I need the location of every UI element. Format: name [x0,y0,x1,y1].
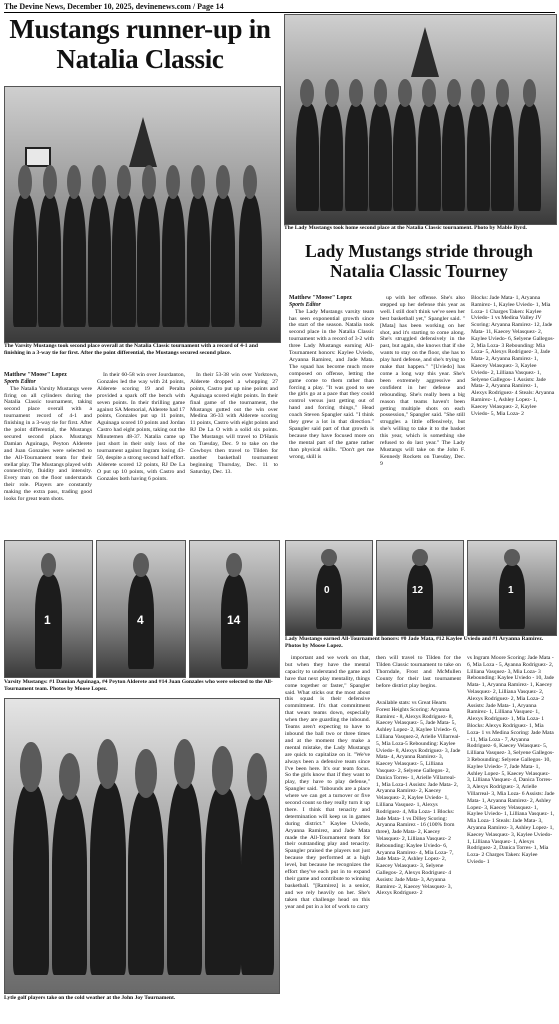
girls-byline-role: Sports Editor [289,301,321,308]
lady-team-caption: The Lady Mustangs took home second place at the Natalia Classic tournament. Photo by Mable Byrd. [284,225,527,231]
girls-article-column-1 [289,295,374,535]
boys-article-column-1 [4,372,92,536]
golf-players-photo [4,698,280,994]
girls-article-column-2 [380,295,465,535]
boys-article-text-1: The Natalia Varsity Mustangs were firing on all cylinders during the Natalia Classic tournament, taking second place overall with a tournament record of 4-1 and finishing in a 3-way tie for first. After the point differential, the Mustangs secured second place. Mustangs Damian Aguinaga, Peyton Alderete and Juan Gonzales were selected to the All-Tournament team for their stellar play. The Mustangs played with connectivity, fluidity and intensity. Every man on the floor understands their role. Players are constantly making the extra pass, trading good looks for great team shots. [4,385,92,503]
masthead-rule [4,12,555,13]
jersey-number: 0 [324,585,330,596]
stats-column-b: Blocks: Jade Mata- 1, Aryanna Ramirez- 1, Kaylee Uviedo- 1, Mia Loza- 1 Charges Taken: Kaylee Uviedo- 1 vs Medina Valley JV Scoring: Aryanna Ramirez- 12, Jade Mata- 11, Kaecey Velasquez- 2, Kaylee Uviedo- 6, Selyene Gallegos- 2, Mia Loza- 3 Rebounding: Mia Loza- 5, Alexys Rodriguez- 3, Jade Mata- 2, Aryanna Ramirez- 1, Kaecey Velasquez- 3, Kaylee Uviedo- 2, Lilliana Vasquez- 1, Selyene Gallegos- 1 Assists: Jade Mata- 2, Aryanna Ramirez- 1, Alexys Rodriguez- 4 Steals: Aryanna Ramirez- 1, Ashley Lopez- 1, Kaecey Velasquez- 2, Kaylee Uviedo- 5, Mia Loza- 2 [471,295,555,417]
ramirez-photo [467,540,557,636]
boys-byline-role: Sports Editor [4,378,36,385]
jersey-number: 1 [44,613,51,627]
girls-byline: Matthew "Moose" Lopez [289,295,352,301]
headline-lady-mustangs: Lady Mustangs stride through Natalia Classic Tourney [305,241,533,281]
jersey-number: 14 [227,613,241,627]
boys-article-column-2 [97,372,185,536]
girls-article-text-1: The Lady Mustangs varsity team has seen exponential growth since the start of the season. Natalia took second place in the Natalia Classic tournament with a record of 3-2 with three Lady Mustangs earning All-Tournament honors: Kaylee Uviedo, Aryanna Ramirez, and Jade Mata. The squad has become much more composed on offense, letting the game come to them rather than forcing a play. "It was good to see the girls go at a pace that they could control versus just getting out of hand and forcing things," Head coach Steven Spangler said. "I think they grew a lot in that direction." Spangler said part of that growth is because they have focused more on the mental part of the game rather than physical skills. "Don't get me wrong, skill is [289,308,374,460]
girls-article-text-2: up with her offense. She's also stepped up her defense this year as well. I still don't think we've seen her best basketball yet," Spangler said. "[Mata] has been working on her shot, and it's starting to come along. She's struggled defensively in the past, but again, she knows that if she wants to stay on the floor, she has to play hard defense, and she's trying to make that happen." "[Uviedo] has come a long way this year. She's been extremely aggressive and confident in her defense and rebounding. She's really been a big reason that teams haven't been getting multiple shots on each possession," Spangler said. "She still struggles a little offensively, but she's willing to take it to the basket this year, which is something she refused to do last year." The Lady Mustangs will take on the John F. Kennedy Rockets on Tuesday, Dec. 9 [380,295,465,467]
golf-caption: Lytle golf players take on the cold weather at the John Joy Tournament. [4,995,176,1001]
alderete-photo [96,540,186,678]
boys-all-tournament-caption: Varsity Mustangs: #1 Damian Aguinaga, #4 Peyton Alderete and #14 Juan Gonzales who were selected to the All-Tournament team. Photos by Moose Lopez. [4,679,273,692]
stats-column-a: Available stats: vs Great Hearts Forest Heights Scoring: Aryanna Ramirez - 8, Alexys Rodriguez- 8, Kaecey Velasquez- 5, Jade Mata- 5, Ashley Lopez- 2, Kaylee Uviedo- 6, Lilliana Vasquez-2, Arielle Villarreal- 5, Mia Loza-5 Rebounding: Kaylee Uviedo- 8, Alexys Rodriguez- 3, Jade Mata- 4, Aryanna Ramirez- 3, Kaecey Velasquez- 5, Lilliana Vasquez- 2, Selyene Gallegos- 2, Danica Torres- 1, Arielle Villarreal- 1, Mia Loza-1 Assists: Jade Mata- 2, Aryanna Ramirez- 2, Kaecey Velasquez- 2, Kaylee Uviedo- 1, Lilliana Vasquez- 1, Alexys Rodriguez- 4, Mia Loza- 1 Blocks: Jade Mata- 1 vs Dilley Scoring: Aryanna Ramirez - 16 (100% from three), Jade Mata- 2, Kaecey Velasquez- 2, Lilliana Vasquez- 2 Rebounding: Kaylee Uviedo- 6, Aryanna Ramirez- 4, Mia Loza- 7, Jade Mata- 2, Ashley Lopez- 2, Kaecey Velasquez- 3, Selyene Gallegos- 2, Alexys Rodriguez- 4 Assists: Jade Mata- 3, Aryanna Ramirez- 2, Kaecey Velasquez- 3, Alexys Rodriguez- 2 [376,700,461,897]
jersey-number: 12 [412,585,424,596]
boys-article-text-3: In their 53-38 win over Yorktown, Alderete dropped a whopping 27 points, Castro put up nine points and Aguinaga scored eight points. In their final game of the tournament, the Mustangs gutted out the win over Medina 36-33 with Alderete scoring 11 points, Castro with eight points and RJ De La O with a solid six points. The Mustangs will travel to D'Hanis on Tuesday, Dec. 9 to take on the Cowboys then travel to Tilden for another basketball tournament beginning Thursday, Dec. 11 to Saturday, Dec. 13. [190,372,278,475]
jersey-number: 4 [137,613,144,627]
headline-mustangs: Mustangs runner-up in Natalia Classic [9,14,271,74]
varsity-team-caption: The Varsity Mustangs took second place overall at the Natalia Classic tournament with a record of 4-1 and finishing in a 3-way tie for first. After the point differential, the Mustangs secured second place. [4,343,258,356]
boys-article-column-3 [190,372,278,536]
masthead: The Devine News, December 10, 2025, devinenews.com / Page 14 [4,2,224,11]
girls-article-column-4 [376,655,461,1020]
aguinaga-photo [4,540,93,678]
varsity-mustangs-team-photo [4,86,281,343]
girls-article-column-3 [285,655,370,1020]
uviedo-photo [376,540,464,636]
jersey-number: 1 [508,585,514,596]
lady-mustangs-team-photo [284,14,557,225]
girls-article-text-4: then will travel to Tilden for the Tilden Classic tournament to take on Thorndale, Frost and McMullen County for their last tournament before district play begins. [376,655,461,689]
stats-column-c: vs Ingram Moore Scoring: Jade Mata - 6, Mia Loza - 5, Ayanna Rodriguez- 2, Lilliana Vasquez- 3, Mia Loza- 3 Rebounding: Kaylee Uviedo - 10, Jade Mata- 1, Aryanna Ramirez- 1, Kaecey Velasquez- 2, Lilliana Vasquez- 2, Alexys Rodriguez- 2, Mia Loza- 2 Assists: Jade Mata- 1, Aryanna Ramirez- 1, Lilliana Vasquez- 1, Alexys Rodriguez- 1, Mia Loza- 1 Blocks: Alexys Rodriguez- 1, Mia Loza- 1 vs Medina Scoring: Jade Mata - 11, Mia Loza - 7, Aryanna Rodriguez- 6, Kaecey Velasquez- 5, Lilliana Vasquez- 3, Selyene Gallegos- 3 Rebounding: Selyene Gallegos- 10, Kaylee Uviedo- 7, Jade Mata- 1, Ashley Lopez- 5, Kaecey Velasquez- 3, Lilliana Vasquez- 4, Danica Torres- 3, Alexys Rodriguez- 3, Arielle Villarreal- 3, Mia Loza- 6 Assists: Jade Mata- 1, Aryanna Ramirez- 2, Ashley Lopez- 3, Kaecey Velasquez- 1, Kaylee Uviedo- 1, Lilliana Vasquez- 1, Mia Loza- 1 Steals: Jade Mata- 3, Aryanna Ramirez- 3, Ashley Lopez- 1, Kaecey Velasquez- 3, Kaylee Uviedo- 1, Lilliana Vasquez- 1, Alexys Rodriguez- 2, Danica Torres- 1, Mia Loza- 2 Charges Taken: Kaylee Uviedo- 1 [467,655,555,865]
boys-article-text-2: In their 60-58 win over Jourdanton, Gonzales led the way with 24 points, Alderete scoring 19 and Peralta provided a spark off the bench with seven points. In their thrilling game against SA Memorial, Alderete had 17 points, Gonzales put up 11 points, Aguinaga scored 10 points and Jordan Castro had eight points, taking out the Minutemen 48-37. Natalia came up just short in their only loss of the tournament against Ingram losing 43-50, despite a strong second half effort. Alderete scored 12 points, RJ De La O put up 10 points, with Castro and Gonzales both having 6 points. [97,372,185,482]
boys-byline: Matthew "Moose" Lopez [4,372,67,378]
gonzales-photo [189,540,280,678]
girls-article-text-3: important and we work on that, but when they have the mental capacity to understand the game and have that next play mentality, things come together or faster," Spangler said. What sticks out the most about this squad is their defensive commitment. It's that commitment that wears teams down, especially when they are guarding the inbound. Teams aren't expecting to have to inbound the ball two or three times and at the moment they make a mental mistake, the Lady Mustangs are quick to capitalize on it. "We've always been a defensive team since I've been here. It's our team focus. So the girls know that if they want to play, they have to play defense," Spangler said. "Inbounds are a place where we can get a turnover or five second count so they really turn it up there. I think that tenacity and determination will keep us in games during district." Kaylee Uviedo, Aryanna Ramirez, and Jade Mata made the All-Tournament team for their outstanding play and tenacity. Spangler praised the players not just because they performed at a high level, but because he recognizes the effort they've each put in to expand their game and contribute to winning basketball. "[Ramirez] is a senior, and we rely heavily on her. She's taken that challenge head on this year and put in a lot of work to carry [285,655,370,910]
girls-all-tournament-caption: Lady Mustangs earned All-Tournament honors: #0 Jade Mata, #12 Kaylee Uviedo and #1 Aryanna Ramirez. Photos by Moose Lopez. [285,636,544,649]
mata-photo [285,540,373,636]
